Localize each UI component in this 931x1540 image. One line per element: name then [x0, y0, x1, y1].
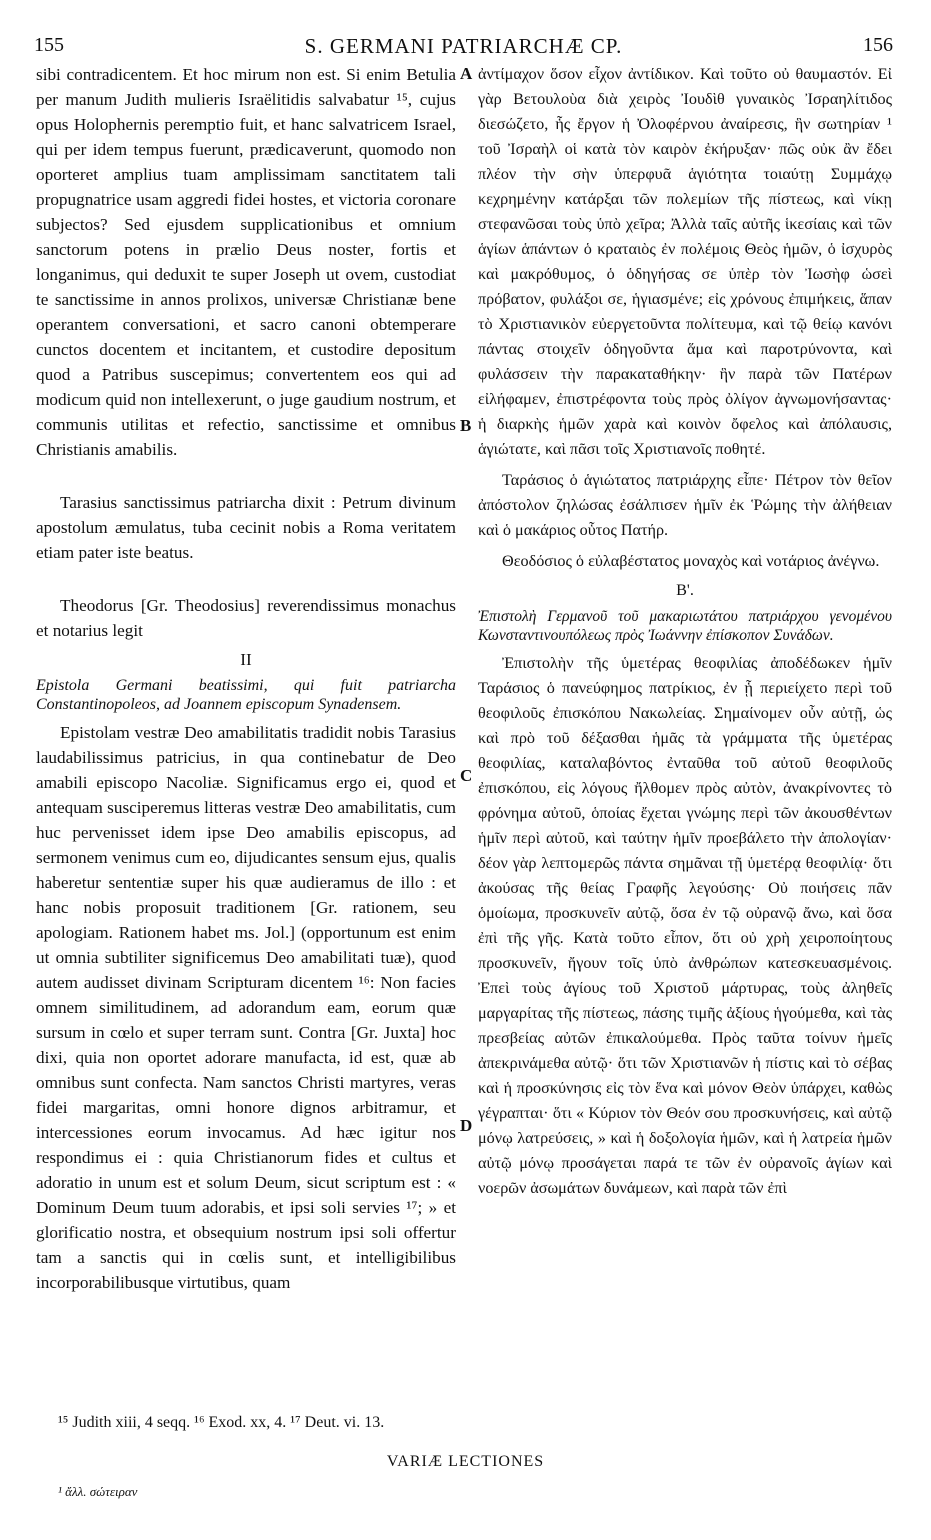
- greek-paragraph-1: ἀντίμαχον ὅσον εἶχον ἀντίδικον. Καὶ τοῦτο οὐ θαυμαστόν. Εἰ γὰρ Βετουλοὺα διὰ χειρὸς Ἰουδὶθ γυναικὸς Ἰσραηλίτιδος διεσώζετο, ἧς ἔργον ἡ Ὀλοφέρνου ἀναίρεσις, ἣν σωτηρίαν ¹ τοῦ Ἰσραὴλ οἱ κατὰ τὸν καιρὸν ἐκήρυξαν· πῶς οὐκ ἂν ἔδει πλέον τὴν σὴν ὑπερφυᾶ ἁγιότητα τοιαύτῃ Συμμάχῳ κεχρημένην κατάρξαι τῶν πολεμίων τῆς πίστεως, καὶ νίκῃ στεφανῶσαι τοὺς ὑπὸ χεῖρα; Ἀλλὰ ταῖς αὐτῆς ἱκεσίαις καὶ τῶν ἁγίων ἁπάντων ὁ κραταιὸς ἐν πολέμοις Θεὸς ἡμῶν, ὁ ἰσχυρὸς καὶ μακρόθυμος, ὁ ὁδηγήσας σε ὑπὲρ τὸν Ἰωσὴφ ὡσεὶ πρόβατον, φυλάξοι σε, ἡγιασμένε; εἰς χρόνους ἐπιμήκεις, ἅπαν τὸ Χριστιανικὸν εὐεργετοῦντα πολίτευμα, καὶ τῷ θείῳ κανόνι πάντας στοιχεῖν ὁδηγοῦντα ἅμα καὶ παροτρύνοντα, καὶ φυλάσσειν τὴν παρακαταθήκην· ἣν παρὰ τῶν Πατέρων εἰλήφαμεν, ἐπιστρέφοντα τοὺς πρὸς ὀλίγον ἀγνωμονήσαντας· ἡ διαρκὴς ἡμῶν χαρὰ καὶ κοινὸν ὄφελος καὶ ἀπόλαυσις, ἁγιώτατε, καὶ πᾶσι τοῖς Χριστιανοῖς ποθητέ.: [478, 65, 892, 458]
- running-header: [34, 34, 893, 64]
- margin-letter-d: D: [460, 1116, 473, 1135]
- latin-paragraph-2: Tarasius sanctissimus patriarcha dixit : Petrum divinum apostolum æmulatus, tuba cecinit nobis a Roma veritatem etiam pater iste beatus.: [36, 493, 456, 562]
- margin-letter-a: A: [460, 64, 473, 83]
- latin-paragraph-3: Theodorus [Gr. Theodosius] reverendissimus monachus et notarius legit: [36, 596, 456, 640]
- variant-reading-note: ¹ ἄλλ. σώτειραν: [58, 1484, 138, 1499]
- latin-section-number: II: [240, 650, 252, 669]
- latin-column: [36, 62, 456, 1295]
- margin-letter-c: C: [460, 766, 473, 785]
- latin-paragraph-1: sibi contradicentem. Et hoc mirum non est. Si enim Betulia per manum Judith mulieris Israëlitidis salvabatur ¹⁵, cujus opus Holophernis peremptio fuit, et hanc salvatricem Israel, qui per idem tempus fuerunt, prædicaverunt, quomodo non oporteret amplius tuam amplissimam sanctitatem tali propugnatrice usam aggredi fidei hostes, et victoria coronare subjectos? Sed ejusdem supplicationibus et omnium sanctorum potens in prælio Deus noster, fortis et longanimus, qui deduxit te super Joseph ut ovem, custodiat te sanctissime in annos prolixos, universæ Christianæ bene operantem conversationi, et sacro canoni obtemperare cunctos docentem et incitantem, et custodire depositum quod a Patribus suscepimus; convertentem eos qui ad modicum quid non intellexerunt, o juge gaudium nostrum, et communis utilitas et refectio, sanctissime et omnibus Christianis amabilis.: [36, 65, 456, 459]
- greek-section-number: Β'.: [676, 581, 694, 599]
- greek-column: [478, 62, 892, 1201]
- running-title: S. GERMANI PATRIARCHÆ CP.: [304, 34, 623, 58]
- page-number-right: 156: [863, 34, 893, 56]
- latin-epistle-title: Epistola Germani beatissimi, qui fuit patriarcha Constantinopoleos, ad Joannem episcopum Synadensem.: [36, 677, 456, 713]
- greek-paragraph-3: Θεοδόσιος ὁ εὐλαβέστατος μοναχὸς καὶ νοτάριος ἀνέγνω.: [502, 552, 880, 570]
- greek-paragraph-4: Ἐπιστολὴν τῆς ὑμετέρας θεοφιλίας ἀποδέδωκεν ἡμῖν Ταράσιος ὁ πανεύφημος πατρίκιος, ἐν ᾗ περιείχετο περὶ τοῦ θεοφιλοῦς ἐπισκόπου Νακωλείας. Σημαίνομεν οὖν αὐτῇ, ὡς καὶ πρὸ τοῦ δέξασθαι ἡμᾶς τὰ γράμματα τῆς ὑμετέρας θεοφιλίας, καταλαβόντος ἐνταῦθα τοῦ αὐτοῦ θεοφιλοῦς ἐπισκόπου, εἰς λόγους ἤλθομεν πρὸς αὐτὸν, ἀνακρίνοντες τὸ φρόνημα αὐτοῦ, ὁποίας ἔχεται γνώμης περὶ τῶν ἀκουσθέντων ἡμῖν περὶ αὐτοῦ, καὶ ταύτην ἡμῖν προεβάλετο τὴν ἀπολογίαν· δέον γὰρ λεπτομερῶς πάντα σημᾶναι τῇ ὑμετέρᾳ θεοφιλίᾳ· ὅτι ἀκούσας τῆς θείας Γραφῆς λεγούσης· Οὐ ποιήσεις πᾶν ὁμοίωμα, προσκυνεῖν αὐτῷ, ὅσα ἐν τῷ οὐρανῷ ἄνω, καὶ ὅσα ἐπὶ τῆς γῆς. Κατὰ τοῦτο εἶπον, ὅτι οὐ χρὴ χειροποίητους προσκυνεῖν, ἤγουν τοῖς ὑπὸ ἀνθρώπων κατεσκευασμένοις. Ἐπεὶ τοὺς ἁγίους τοῦ Χριστοῦ μάρτυρας, τοὺς ἀληθεῖς μαργαρίτας τῆς πίστεως, πάσης τιμῆς ἀξίους ἡγούμεθα, καὶ τὰς πρεσβείας αὐτῶν ἐπικαλούμεθα. Πρὸς ταῦτα τοίνυν ἡμεῖς ἀπεκρινάμεθα αὐτῷ· ὅτι τῶν Χριστιανῶν ἡ πίστις καὶ τὸ σέβας καὶ ἡ προσκύνησις εἰς τὸν ἕνα καὶ μόνον Θεὸν ὑπάρχει, καθὼς γέγραπται· ὅτι « Κύριον τὸν Θεόν σου προσκυνήσεις, καὶ αὐτῷ μόνῳ λατρεύσεις, » καὶ ἡ δοξολογία ἡμῶν, καὶ ἡ λατρεία ἡμῶν αὐτῷ μόνῳ προσάγεται παρά τε τῶν ἐν οὐρανοῖς ἁγίων καὶ νοερῶν ἀσωμάτων δυνάμεων, καὶ παρὰ τῶν ἐπὶ: [478, 654, 892, 1197]
- greek-paragraph-2: Ταράσιος ὁ ἁγιώτατος πατριάρχης εἶπε· Πέτρον τὸν θεῖον ἀπόστολον ζηλώσας ἐσάλπισεν ἡμῖν ἐκ Ῥώμης τὴν ἀλήθειαν καὶ ὁ μακάριος οὗτος Πατήρ.: [478, 471, 892, 539]
- variae-lectiones-heading: VARIÆ LECTIONES: [386, 1453, 545, 1470]
- margin-letter-b: B: [460, 416, 472, 435]
- greek-epistle-title: Ἐπιστολὴ Γερμανοῦ τοῦ μακαριωτάτου πατριάρχου γενομένου Κωνσταντινουπόλεως πρὸς Ἰωάννην ἐπίσκοπον Συνάδων.: [478, 608, 892, 644]
- latin-paragraph-4: Epistolam vestræ Deo amabilitatis tradidit nobis Tarasius laudabilissimus patricius, in qua continebatur de Deo amabili episcopo Nacoliæ. Significamus ergo ei, quod et antequam susciperemus litteras vestræ Deo amabilitatis, cum huc pervenisset idem ipse Deo amabilis episcopus, ad sermonem venimus cum eo, dijudicantes sensum ejus, qualis haberetur sententiæ super his quæ audieramus de illo : et hanc nobis proposuit traditionem [Gr. rationem, seu apologiam. Rationem habet ms. Jol.] (opportunum est enim ut omnia subtiliter significemus Deo amabilitati tuæ), quod autem audisset divinam Scripturam dicentem ¹⁶: Non facies omnem similitudinem, ad adorandum eam, eorum quæ sursum in cœlo et super terram sunt. Contra [Gr. Juxta] hoc dixi, quia non oportet adorare manufacta, id est, quæ ab omnibus sunt confecta. Nam sanctos Christi martyres, veras fidei margaritas, omni honore dignos arbitramur, et intercessiones eorum invocamus. Ad hæc igitur nos respondimus ei : quia Christianorum fides et cultus et adoratio in unum est et solum Deum, sicut scriptum est : « Dominum Deum tuum adorabis, et ipsi soli servies ¹⁷; » et glorificatio nostra, et obsequium nostrum ipsi soli offertur tam a sanctis qui in cœlis sunt, et intelligibilibus incorporabilibusque virtutibus, quam: [36, 723, 456, 1292]
- footnotes: ¹⁵ Judith xiii, 4 seqq. ¹⁶ Exod. xx, 4. ¹⁷ Deut. vi. 13.: [58, 1414, 385, 1431]
- page-number-left: 155: [34, 34, 64, 56]
